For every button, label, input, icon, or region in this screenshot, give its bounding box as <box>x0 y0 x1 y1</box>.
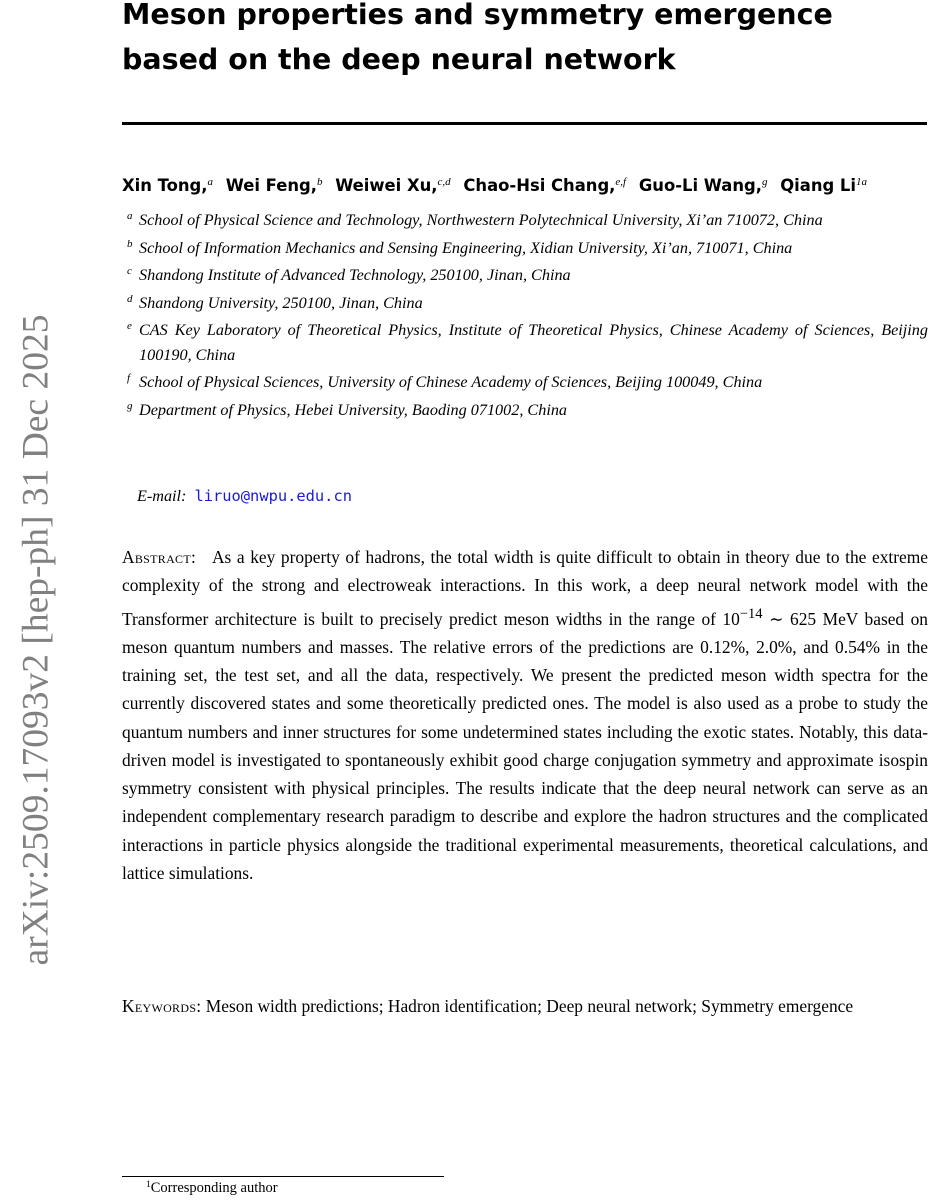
footnote-mark: 1 <box>146 1180 151 1190</box>
arxiv-side-stamp <box>0 0 70 1000</box>
footnote-text: Corresponding author <box>150 1180 278 1196</box>
keywords-text: Meson width predictions; Hadron identification; Deep neural network; Symmetry emergence <box>205 996 854 1016</box>
affiliation: b School of Information Mechanics and Sensing Engineering, Xidian University, Xi’an, 710071, China <box>127 237 793 257</box>
footnote <box>146 1180 278 1197</box>
abstract-exponent: −14 <box>739 605 763 622</box>
arxiv-identifier: arXiv:2509.17093v2 [hep-ph] 31 Dec 2025 <box>15 314 57 966</box>
title-rule <box>122 122 927 125</box>
email-line <box>137 487 352 506</box>
author: Chao-Hsi Chang,$^{e,f}$ <box>463 176 627 195</box>
paper-title: Meson properties and symmetry emergence based on the deep neural network <box>122 0 833 76</box>
abstract-label: Abstract: <box>122 547 197 567</box>
author-list <box>122 175 928 197</box>
footnote-rule <box>122 1176 444 1177</box>
author: Guo-Li Wang,$^g$ <box>638 176 768 195</box>
author: Qiang $Li^{1a}$ <box>780 176 867 195</box>
keywords <box>122 992 928 1020</box>
keywords-label: Keywords: <box>122 996 202 1016</box>
affiliation: a School of Physical Science and Technology, Northwestern Polytechnical University, Xi’an 710072, China <box>127 210 823 229</box>
affiliation-list <box>122 208 928 425</box>
affiliation: e CAS Key Laboratory of Theoretical Physics, Institute of Theoretical Physics, Chinese Academy of Sciences, Beijing 100190, China <box>127 320 928 364</box>
affiliation: g Department of Physics, Hebei University, Baoding 071002, China <box>127 399 568 419</box>
email-label: E-mail: <box>137 487 187 505</box>
affiliation: c Shandong Institute of Advanced Technology, 250100, Jinan, China <box>127 265 571 284</box>
email-link[interactable]: liruo@nwpu.edu.cn <box>194 487 352 505</box>
affiliation: f School of Physical Sciences, University of Chinese Academy of Sciences, Beijing 100049, China <box>127 372 763 391</box>
author: Xin Tong,$^a$ <box>122 176 214 195</box>
abstract-text-start: As a key property of hadrons, the total width is quite difficult to obtain in theory due to the extreme complexity of the strong and electroweak interactions. In this work, a deep neural network model with the Transformer architecture is built to precisely predict meson widths in the range of 10 <box>122 547 928 629</box>
affiliation: d Shandong University, 250100, Jinan, China <box>127 292 423 312</box>
abstract-text-rest: ∼ 625 MeV based on meson quantum numbers and masses. The relative errors of the predictions are 0.12%, 2.0%, and 0.54% in the training set, the test set, and all the data, respectively. We present the predicted meson width spectra for the currently discovered states and some theoretically predicted ones. The model is also used as a probe to study the quantum numbers and inner structures for some undetermined states including the exotic states. Notably, this data-driven model is investigated to spontaneously exhibit good charge conjugation symmetry and approximate isospin symmetry consistent with physical principles. The results indicate that the deep neural network can serve as an independent complementary research paradigm to describe and explore the hadron structures and the complicated interactions in particle physics alongside the traditional experimental measurements, theoretical calculations, and lattice simulations. <box>122 608 928 884</box>
author: Weiwei Xu,$^{c,d}$ <box>335 176 451 195</box>
author: Wei Feng,$^b$ <box>225 176 323 195</box>
abstract <box>122 543 928 887</box>
